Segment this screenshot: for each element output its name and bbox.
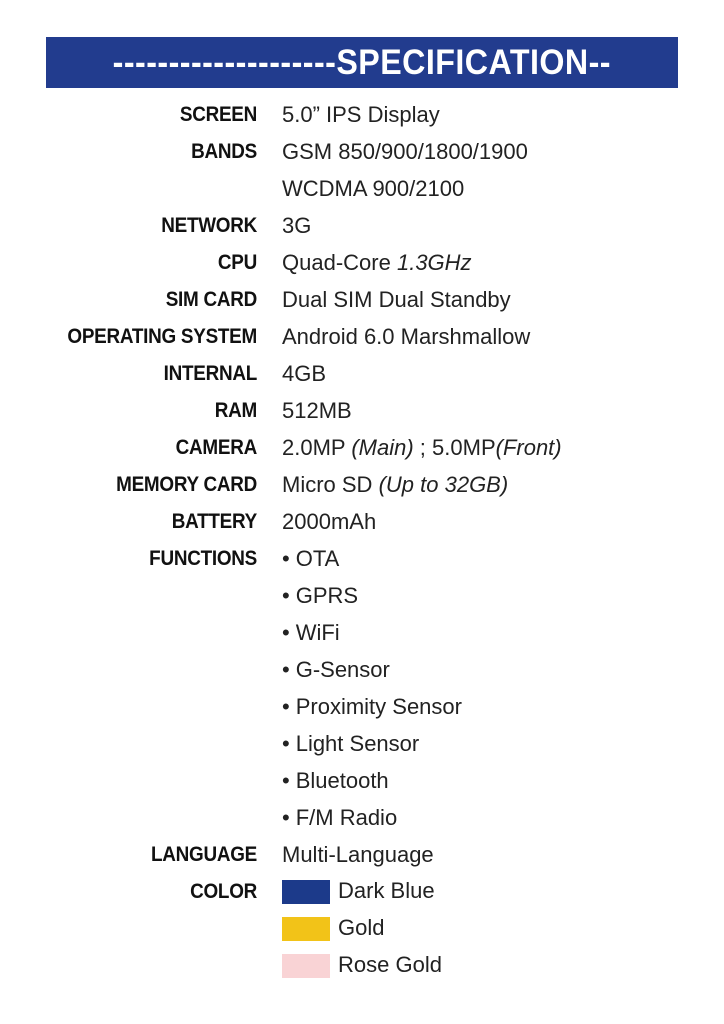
spec-row-functions-continued xyxy=(0,614,724,651)
spec-row-color xyxy=(0,873,724,910)
spec-row-internal xyxy=(0,355,724,392)
cpu-speed: 1.3GHz xyxy=(396,249,472,275)
camera-main-note: (Main) xyxy=(351,434,414,460)
spec-row-screen xyxy=(0,96,724,133)
color-swatch-rose-gold xyxy=(282,954,330,978)
spec-row-memory-card xyxy=(0,466,724,503)
spec-row-camera xyxy=(0,429,724,466)
function-item: • OTA xyxy=(282,545,340,571)
cpu-label: CPU xyxy=(217,250,257,274)
function-item: • G-Sensor xyxy=(282,656,390,682)
spec-row-bands-continued xyxy=(0,170,724,207)
spec-row-operating-system xyxy=(0,318,724,355)
cpu-cores: Quad-Core xyxy=(282,249,391,275)
ram-label: RAM xyxy=(214,398,257,422)
spec-row-functions-continued xyxy=(0,799,724,836)
color-option xyxy=(282,915,384,941)
battery-value: 2000mAh xyxy=(282,508,377,534)
spec-row-network xyxy=(0,207,724,244)
network-label: NETWORK xyxy=(161,213,257,237)
spec-row-language xyxy=(0,836,724,873)
spec-row-functions-continued xyxy=(0,725,724,762)
memory-card-value xyxy=(282,472,508,498)
bullet-icon: • xyxy=(282,656,290,682)
sim-card-value: Dual SIM Dual Standby xyxy=(282,286,511,312)
specification-title: --------------------SPECIFICATION-- xyxy=(112,42,612,82)
ram-value: 512MB xyxy=(282,397,352,423)
spec-row-functions-continued xyxy=(0,688,724,725)
color-label: COLOR xyxy=(190,879,257,903)
memory-card-label: MEMORY CARD xyxy=(116,472,257,496)
specification-banner xyxy=(46,37,678,88)
language-value: Multi-Language xyxy=(282,841,434,867)
spec-row-color-continued xyxy=(0,910,724,947)
function-item: • Bluetooth xyxy=(282,767,389,793)
network-value: 3G xyxy=(282,212,312,238)
spec-row-battery xyxy=(0,503,724,540)
memory-card-capacity: (Up to 32GB) xyxy=(378,471,509,497)
bullet-icon: • xyxy=(282,545,290,571)
color-option xyxy=(282,878,435,904)
camera-value xyxy=(282,435,562,461)
spec-row-functions-continued xyxy=(0,577,724,614)
color-name: Dark Blue xyxy=(338,878,435,904)
operating-system-label: OPERATING SYSTEM xyxy=(67,324,257,348)
color-swatch-dark-blue xyxy=(282,880,330,904)
bullet-icon: • xyxy=(282,767,290,793)
color-name: Rose Gold xyxy=(338,952,442,978)
camera-front-value: 5.0MP xyxy=(432,434,496,460)
bullet-icon: • xyxy=(282,582,290,608)
spec-row-bands xyxy=(0,133,724,170)
spec-row-sim-card xyxy=(0,281,724,318)
sim-card-label: SIM CARD xyxy=(165,287,257,311)
screen-label: SCREEN xyxy=(179,102,257,126)
bands-value-wcdma: WCDMA 900/2100 xyxy=(282,175,465,201)
spec-row-functions xyxy=(0,540,724,577)
color-name: Gold xyxy=(338,915,385,941)
internal-value: 4GB xyxy=(282,360,327,386)
camera-label: CAMERA xyxy=(175,435,257,459)
spec-table xyxy=(0,96,724,984)
bands-value-gsm: GSM 850/900/1800/1900 xyxy=(282,138,528,164)
bullet-icon: • xyxy=(282,619,290,645)
cpu-value xyxy=(282,250,472,276)
internal-label: INTERNAL xyxy=(163,361,257,385)
camera-main-value: 2.0MP xyxy=(282,434,346,460)
operating-system-value: Android 6.0 Marshmallow xyxy=(282,323,531,349)
screen-value: 5.0” IPS Display xyxy=(282,101,440,127)
spec-row-cpu xyxy=(0,244,724,281)
bullet-icon: • xyxy=(282,804,290,830)
spec-row-color-continued xyxy=(0,947,724,984)
bullet-icon: • xyxy=(282,730,290,756)
color-option xyxy=(282,952,442,978)
function-item: • Light Sensor xyxy=(282,730,420,756)
function-item: • GPRS xyxy=(282,582,359,608)
spec-row-ram xyxy=(0,392,724,429)
camera-separator: ; xyxy=(419,434,426,460)
function-item: • Proximity Sensor xyxy=(282,693,462,719)
bullet-icon: • xyxy=(282,693,290,719)
bands-label: BANDS xyxy=(191,139,257,163)
camera-front-note: (Front) xyxy=(495,434,562,460)
battery-label: BATTERY xyxy=(171,509,257,533)
language-label: LANGUAGE xyxy=(151,842,257,866)
function-item: • WiFi xyxy=(282,619,340,645)
functions-label: FUNCTIONS xyxy=(149,546,257,570)
spec-row-functions-continued xyxy=(0,762,724,799)
spec-row-functions-continued xyxy=(0,651,724,688)
memory-card-type: Micro SD xyxy=(282,471,373,497)
function-item: • F/M Radio xyxy=(282,804,398,830)
color-swatch-gold xyxy=(282,917,330,941)
